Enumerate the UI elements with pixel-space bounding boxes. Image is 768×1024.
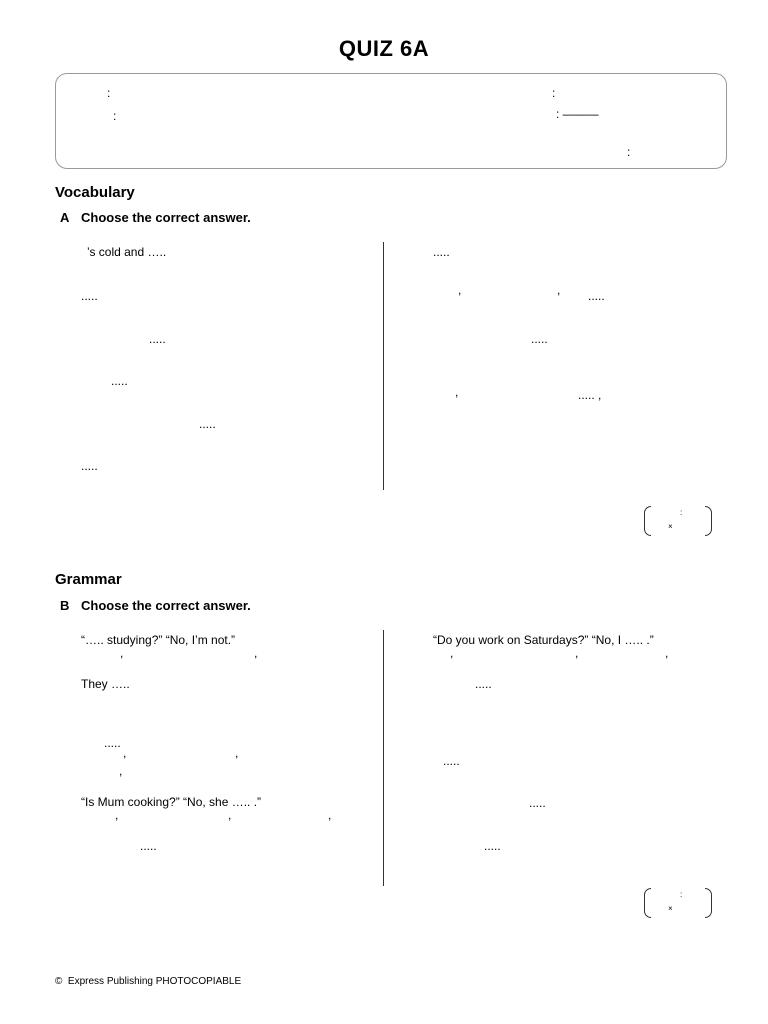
name-field-label: : [107,86,111,100]
vocab-question-10: ..... , [578,388,602,402]
vocab-question-3: ..... [149,332,166,346]
grammar-question-8: ..... [443,754,460,768]
grammar-q4-comma-3: , [328,808,332,822]
grammar-q1-comma-1: , [120,646,124,660]
vocab-question-5: ..... [199,417,216,431]
exercise-a-instruction: Choose the correct answer. [81,210,251,225]
vocab-question-7: ..... [433,245,450,259]
exercise-a-letter: A [60,210,70,225]
grammar-score-box [644,888,712,918]
score-times: × [668,904,673,913]
grammar-q6-comma-1: , [450,646,454,660]
vocab-q8-comma-1: , [458,283,462,297]
grammar-q6-comma-2: , [575,646,579,660]
grammar-question-10: ..... [484,839,501,853]
grammar-heading: Grammar [55,571,122,588]
copyright-footer: © Express Publishing PHOTOCOPIABLE [55,976,242,987]
grammar-question-7: ..... [475,677,492,691]
grammar-q3-comma-3: , [119,764,123,778]
quiz-title: QUIZ 6A [338,36,430,61]
vocabulary-heading: Vocabulary [55,184,135,201]
grammar-question-3: ..... [104,736,121,750]
grammar-question-4: “Is Mum cooking?” “No, she ….. .” [81,795,262,809]
vocab-question-8: ..... [588,289,605,303]
grammar-q6-comma-3: , [665,646,669,660]
grammar-question-9: ..... [529,796,546,810]
grammar-q3-comma-2: , [235,746,239,760]
grammar-q4-comma-2: , [228,808,232,822]
vocab-question-9: ..... [531,332,548,346]
score-colon: : [680,508,683,517]
total-field-label: : [627,145,631,159]
column-divider [383,630,384,886]
grammar-question-5: ..... [140,839,157,853]
vocab-score-box [644,506,712,536]
grammar-q1-comma-2: , [254,646,258,660]
vocab-question-2: ..... [81,289,98,303]
grammar-q4-comma-1: , [115,808,119,822]
grammar-question-6: “Do you work on Saturdays?” “No, I ….. .” [433,633,654,647]
vocab-question-4: ..... [111,374,128,388]
column-divider [383,242,384,490]
vocab-q8-comma-2: , [557,283,561,297]
date-field-label: : [552,86,556,100]
exercise-b-letter: B [60,598,70,613]
mark-field-label: : ——— [556,107,599,121]
vocab-q10-comma: , [455,385,459,399]
grammar-question-2: They ….. [81,677,130,691]
score-colon: : [680,890,683,899]
vocab-question-6: ..... [81,459,98,473]
grammar-question-1: “….. studying?” “No, I’m not.” [81,633,236,647]
score-times: × [668,522,673,531]
class-field-label: : [113,109,117,123]
exercise-b-instruction: Choose the correct answer. [81,598,251,613]
vocab-question-1: ’s cold and ….. [87,245,167,259]
grammar-q3-comma-1: , [123,746,127,760]
